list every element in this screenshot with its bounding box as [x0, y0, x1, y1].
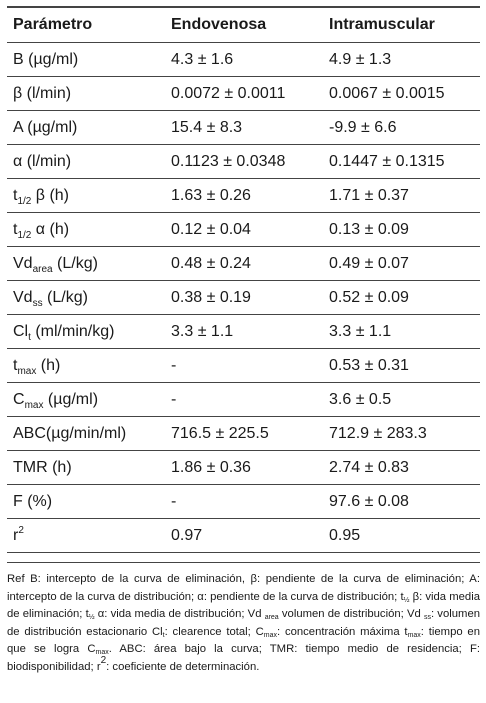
table-row [7, 519, 480, 553]
intramuscular-cell: 4.9 ± 1.3 [329, 50, 392, 68]
pharmacokinetic-table-container [7, 6, 480, 553]
param-rest: (µg/ml) [43, 390, 99, 408]
endovenosa-cell: 3.3 ± 1.1 [171, 322, 234, 340]
endovenosa-cell: - [171, 492, 177, 510]
endovenosa-cell: 0.12 ± 0.04 [171, 220, 251, 238]
param-subscript: 1/2 [17, 229, 32, 241]
param-base: Cl [13, 322, 29, 340]
param-subscript: ss [32, 297, 43, 309]
param-cell: A (µg/ml) [13, 118, 78, 136]
param-base: r [13, 526, 19, 544]
table-row [7, 247, 480, 281]
param-rest: (ml/min/kg) [30, 322, 115, 340]
param-base: Vd [13, 254, 33, 272]
param-rest: (L/kg) [42, 288, 88, 306]
intramuscular-cell: 712.9 ± 283.3 [329, 424, 427, 442]
intramuscular-cell: 3.6 ± 0.5 [329, 390, 392, 408]
intramuscular-cell: -9.9 ± 6.6 [329, 118, 397, 136]
param-cell: B (µg/ml) [13, 50, 79, 68]
param-cell [7, 383, 171, 417]
param-cell: α (l/min) [13, 152, 72, 170]
table-row [7, 145, 480, 179]
endovenosa-cell: 1.63 ± 0.26 [171, 186, 251, 204]
endovenosa-cell: 15.4 ± 8.3 [171, 118, 243, 136]
endovenosa-cell: - [171, 356, 177, 374]
pharmacokinetic-table [7, 6, 480, 553]
param-cell: F (%) [13, 492, 53, 510]
param-base: t [13, 356, 18, 374]
param-cell [7, 281, 171, 315]
param-subscript: t [28, 331, 31, 343]
intramuscular-cell: 0.1447 ± 0.1315 [329, 152, 445, 170]
table-footnote: Ref B: intercepto de la curva de eliminación, β: pendiente de la curva de eliminación; A: intercepto de la curva de distribución; α: pendiente de la curva de distribución; $t_{\frac{1}{2}}$ β: vida media de eliminación; $t_{\frac{1}{2}}$ α: vida media de distribución; Vd $_{area}$ volumen de distribución; Vd $_{ss}$: volumen de distribución estacionario $Cl_t$: clearence total; $C_{max}$: concentración máxima $t_{max}$: tiempo en que se logra $C_{max}$. ABC: área bajo la curva; TMR: tiempo medio de residencia; F: biodisponibilidad; $r^2$: coeficiente de determinación. [7, 562, 480, 677]
intramuscular-cell: 97.6 ± 0.08 [329, 492, 409, 510]
param-superscript: 2 [18, 524, 24, 536]
endovenosa-cell: 1.86 ± 0.36 [171, 458, 251, 476]
table-row [7, 349, 480, 383]
table-row [7, 417, 480, 451]
param-cell: β (l/min) [13, 84, 72, 102]
intramuscular-cell: 0.13 ± 0.09 [329, 220, 409, 238]
table-header-row [7, 7, 480, 43]
header-endovenosa: Endovenosa [171, 16, 267, 33]
table-row [7, 383, 480, 417]
header-parametro: Parámetro [13, 16, 93, 33]
intramuscular-cell: 0.0067 ± 0.0015 [329, 84, 445, 102]
endovenosa-cell: 0.38 ± 0.19 [171, 288, 251, 306]
param-cell [7, 349, 171, 383]
intramuscular-cell: 3.3 ± 1.1 [329, 322, 392, 340]
endovenosa-cell: 0.48 ± 0.24 [171, 254, 251, 272]
param-subscript: max [17, 365, 37, 377]
intramuscular-cell: 0.53 ± 0.31 [329, 356, 409, 374]
endovenosa-cell: 0.0072 ± 0.0011 [171, 84, 286, 102]
endovenosa-cell: 0.1123 ± 0.0348 [171, 152, 286, 170]
intramuscular-cell: 1.71 ± 0.37 [329, 186, 409, 204]
param-subscript: 1/2 [17, 195, 32, 207]
param-base: C [13, 390, 25, 408]
param-base: t [13, 220, 18, 238]
param-base: Vd [13, 288, 33, 306]
param-rest: (L/kg) [52, 254, 98, 272]
intramuscular-cell: 0.95 [329, 526, 361, 544]
param-rest: β (h) [31, 186, 70, 204]
table-row [7, 213, 480, 247]
intramuscular-cell: 0.52 ± 0.09 [329, 288, 409, 306]
param-subscript: area [32, 263, 53, 275]
endovenosa-cell: 4.3 ± 1.6 [171, 50, 234, 68]
param-cell [7, 247, 171, 281]
endovenosa-cell: - [171, 390, 177, 408]
table-row [7, 179, 480, 213]
param-rest: (h) [36, 356, 61, 374]
endovenosa-cell: 0.97 [171, 526, 203, 544]
param-cell [7, 213, 171, 247]
param-rest: α (h) [31, 220, 70, 238]
table-row [7, 43, 480, 77]
intramuscular-cell: 2.74 ± 0.83 [329, 458, 409, 476]
table-body [7, 43, 480, 553]
table-row [7, 315, 480, 349]
param-cell: ABC(µg/min/ml) [13, 424, 127, 442]
param-cell [7, 519, 171, 553]
table-row [7, 281, 480, 315]
intramuscular-cell: 0.49 ± 0.07 [329, 254, 409, 272]
param-base: t [13, 186, 18, 204]
table-row [7, 77, 480, 111]
table-row [7, 485, 480, 519]
param-cell [7, 179, 171, 213]
table-row [7, 111, 480, 145]
param-subscript: max [24, 399, 44, 411]
endovenosa-cell: 716.5 ± 225.5 [171, 424, 269, 442]
param-cell [7, 315, 171, 349]
header-intramuscular: Intramuscular [329, 16, 435, 33]
param-cell: TMR (h) [13, 458, 72, 476]
table-row [7, 451, 480, 485]
